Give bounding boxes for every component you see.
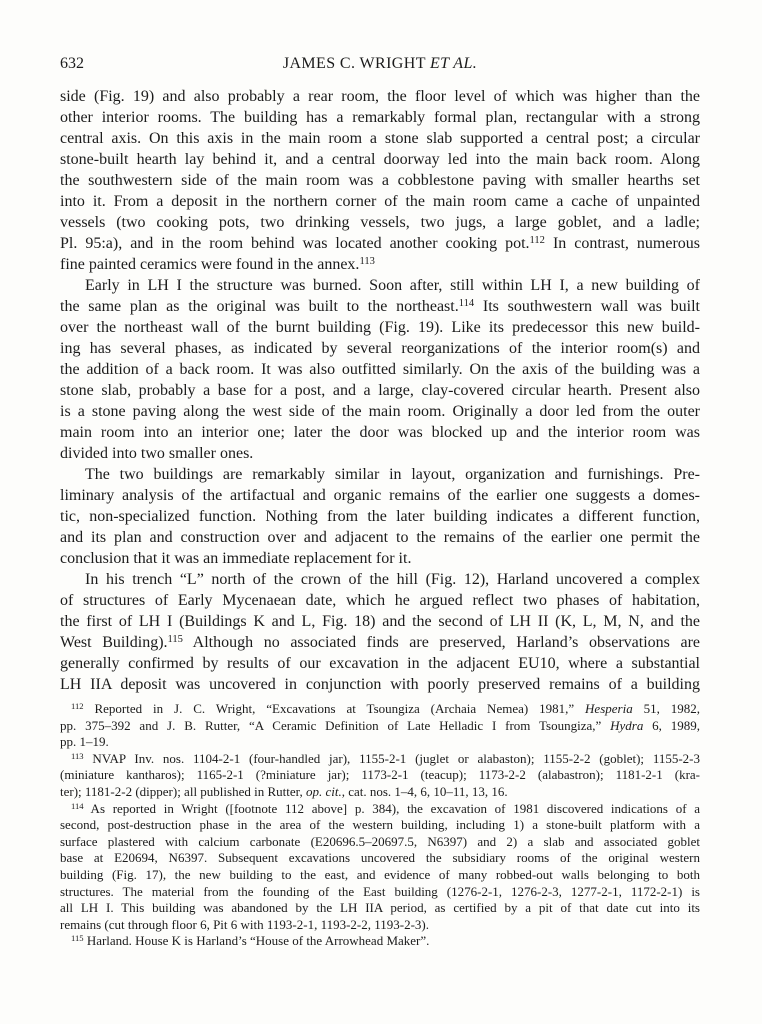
footnote <box>60 933 700 950</box>
body-text-line: main room into an interior one; later the door was blocked up and the interior room was <box>60 424 700 441</box>
body-paragraph <box>60 275 700 464</box>
footnote <box>60 801 700 934</box>
body-text-line: and its plan and construction over and adjacent to the remains of the earlier one permit the <box>60 529 700 546</box>
page-number: 632 <box>60 55 84 72</box>
body-text-line: ing has several phases, as indicated by several reorganizations of the interior room(s) and <box>60 340 700 357</box>
body-text-line: tic, non-specialized function. Nothing from the later building indicates a different function, <box>60 508 700 525</box>
footnote-line: remains (cut through floor 6, Pit 6 with 1193-2-1, 1193-2-2, 1193-2-3). <box>60 916 429 932</box>
body-paragraph <box>60 569 700 695</box>
footnote-line: surface plastered with calcium carbonate (E20696.5–20697.5, N6397) and 2) a slab and associated goblet <box>60 833 700 849</box>
footnote-line: structures. The material from the founding of the East building (1276-2-1, 1276-2-3, 1277-2-1, 1172-2-1) is <box>60 883 700 899</box>
body-text-line: other interior rooms. The building has a remarkably formal plan, rectangular with a strong <box>60 109 700 126</box>
body-text-line: the addition of a back room. It was also outfitted similarly. On the axis of the building was a <box>60 361 700 378</box>
footnote-line: $^{112}$ Reported in J. C. Wright, “Excavations at Tsoungiza (Archaia Nemea) 1981,” Hesperia 51, 1982, <box>71 701 701 716</box>
footnote-line: base at E20694, N6397. Subsequent excavations uncovered the subsidiary rooms of the original western <box>60 850 700 866</box>
footnote-line: (miniature kantharos); 1165-2-1 (?miniature jar); 1173-2-1 (teacup); 1173-2-2 (alabastron); 1181-2-1 (kra- <box>60 767 700 783</box>
body-text-line: generally confirmed by results of our excavation in the adjacent EU10, where a substantial <box>60 655 700 672</box>
body-text <box>60 86 700 695</box>
body-text-line: Early in LH I the structure was burned. Soon after, still within LH I, a new building of <box>85 277 700 294</box>
footnotes-section <box>60 701 700 950</box>
body-text-line: the first of LH I (Buildings K and L, Fig. 18) and the second of LH II (K, L, M, N, and the <box>60 613 700 630</box>
body-text-line: fine painted ceramics were found in the annex.$^{113}$ <box>60 256 375 273</box>
footnote-line: pp. 1–19. <box>60 734 109 750</box>
body-text-line: side (Fig. 19) and also probably a rear room, the floor level of which was higher than the <box>60 88 700 105</box>
body-paragraph <box>60 86 700 275</box>
footnote <box>60 701 700 751</box>
footnote-line: second, post-destruction phase in the area of the western building, including 1) a stone-built platform with a <box>60 817 700 833</box>
footnote <box>60 751 700 801</box>
running-head: JAMES C. WRIGHT ET AL. <box>282 55 478 72</box>
body-text-line: of structures of Early Mycenaean date, which he argued reflect two phases of habitation, <box>60 592 700 609</box>
body-text-line: West Building).$^{115}$ Although no associated finds are preserved, Harland’s observations are <box>60 634 700 651</box>
body-text-line: In his trench “L” north of the crown of the hill (Fig. 12), Harland uncovered a complex <box>85 571 700 588</box>
body-text-line: the same plan as the original was built to the northeast.$^{114}$ Its southwestern wall was built <box>60 298 700 315</box>
body-text-line: into it. From a deposit in the northern corner of the main room came a cache of unpainted <box>60 193 700 210</box>
body-text-line: liminary analysis of the artifactual and organic remains of the earlier one suggests a domes- <box>60 487 700 504</box>
body-text-line: stone-built hearth lay behind it, and a central doorway led into the main back room. Along <box>60 151 700 168</box>
footnote-line: $^{114}$ As reported in Wright ([footnote 112 above] p. 384), the excavation of 1981 discovered indications of a <box>71 800 700 816</box>
page-header <box>60 55 700 75</box>
body-text-line: stone slab, probably a base for a post, and a large, clay-covered circular hearth. Present also <box>60 382 700 399</box>
body-text-line: over the northeast wall of the burnt building (Fig. 19). Like its predecessor this new build- <box>60 319 700 336</box>
body-text-line: conclusion that it was an immediate replacement for it. <box>60 550 412 567</box>
body-text-line: vessels (two cooking pots, two drinking vessels, two jugs, a large goblet, and a ladle; <box>60 214 700 231</box>
body-text-line: Pl. 95:a), and in the room behind was located another cooking pot.$^{112}$ In contrast, numerous <box>60 235 701 252</box>
footnote-line: building (Fig. 17), the new building to the east, and evidence of many robbed-out walls belonging to both <box>60 866 700 882</box>
body-text-line: LH IIA deposit was uncovered in conjunction with poorly preserved remains of a building <box>60 676 700 693</box>
footnote-line: all LH I. This building was abandoned by the LH IIA period, as certified by a pit of that date cut into its <box>60 900 700 916</box>
footnote-line: $^{115}$ Harland. House K is Harland’s “House of the Arrowhead Maker”. <box>71 933 430 949</box>
body-paragraph <box>60 464 700 569</box>
body-text-line: is a stone paving along the west side of the main room. Originally a door led from the outer <box>60 403 700 420</box>
body-text-line: The two buildings are remarkably similar in layout, organization and furnishings. Pre- <box>85 466 700 483</box>
body-text-line: divided into two smaller ones. <box>60 445 254 462</box>
footnote-line: $^{113}$ NVAP Inv. nos. 1104-2-1 (four-handled jar), 1155-2-1 (juglet or alabaston); 1155-2-2 (goblet); 1155-2-3 <box>71 750 700 766</box>
body-text-line: central axis. On this axis in the main room a stone slab supported a central post; a circular <box>60 130 700 147</box>
body-text-line: the southwestern side of the main room was a cobblestone paving with smaller hearths set <box>60 172 700 189</box>
footnote-line: pp. 375–392 and J. B. Rutter, “A Ceramic Definition of Late Helladic I from Tsoungiza,” Hydra 6, 1989, <box>60 717 701 733</box>
footnote-line: ter); 1181-2-2 (dipper); all published in Rutter, op. cit., cat. nos. 1–4, 6, 10–11, 13, 16. <box>60 783 508 799</box>
